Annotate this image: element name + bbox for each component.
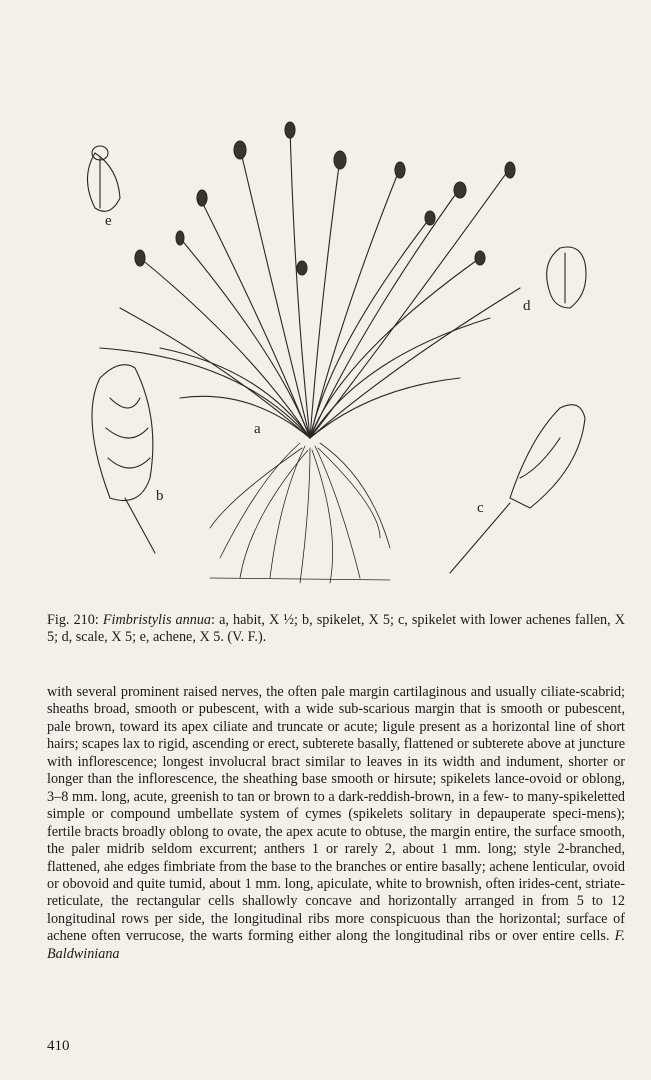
spikelet-drawing-c — [450, 405, 585, 573]
scale-drawing-d — [547, 247, 586, 308]
botanical-illustration — [40, 58, 620, 598]
panel-label-a: a — [254, 421, 261, 437]
roots — [210, 443, 390, 583]
achene-drawing-e — [88, 146, 121, 211]
panel-label-b: b — [156, 488, 164, 504]
fimbristylis-drawing — [40, 58, 620, 598]
spikelet-drawing-b — [92, 365, 155, 553]
page-number: 410 — [47, 1038, 70, 1054]
caption-species: Fimbristylis annua — [102, 612, 212, 628]
figure-caption — [47, 612, 625, 646]
caption-fig-label: Fig. 210: — [47, 612, 99, 628]
body-paragraph — [47, 684, 625, 963]
trailing-species-name: F. Baldwiniana — [47, 928, 626, 962]
panel-label-c: c — [477, 500, 484, 516]
panel-label-d: d — [523, 298, 531, 314]
body-text-content: with several prominent raised nerves, the often pale margin cartilaginous and usually ciliate-scabrid; sheaths broad, smooth or pubescent, with a wide sub-scarious margin that is smooth or pubescent, pale brown, toward its apex ciliate and truncate or acute; ligule present as a horizontal line of short hairs; scapes lax to rigid, ascending or erect, subterete basally, flattened or subterete above at juncture with inflorescence; longest involucral bract similar to leaves in its width and indument, shorter or longer than the inflorescence, the sheathing base smooth or hirsute; spikelets lance-ovoid or oblong, 3–8 mm. long, acute, greenish to tan or brown to a dark-reddish-brown, in a few- to many-spikeletted simple or compound umbellate system of cymes (spikelets solitary in depauperate speci-mens); fertile bracts broadly oblong to ovate, the apex acute to obtuse, the margin entire, the surface smooth, the paler midrib seldom excurrent; anthers 1 or rarely 2, about 1 mm. long; style 2-branched, flattened, ahe edges fimbriate from the base to the branches or entire basally; achene lenticular, ovoid or obovoid and quite tumid, about 1 mm. long, apiculate, white to brownish, often irides-cent, striate-reticulate, the rectangular cells shallowly concave and horizontally arranged in from 5 to 12 longitudinal rows per side, the longitudinal ribs more conspicuous than the horizontal; surface of achene often verrucose, the warts forming either along the longitudinal ribs or over entire cells. — [47, 684, 625, 945]
panel-label-e: e — [105, 213, 112, 229]
habit-leaves — [100, 128, 520, 438]
caption-text: : a, habit, X ½; b, spikelet, X 5; c, spikelet with lower achenes fallen, X 5; d, scale, X 5; e, achene, X 5. (V. F.). — [47, 612, 626, 645]
